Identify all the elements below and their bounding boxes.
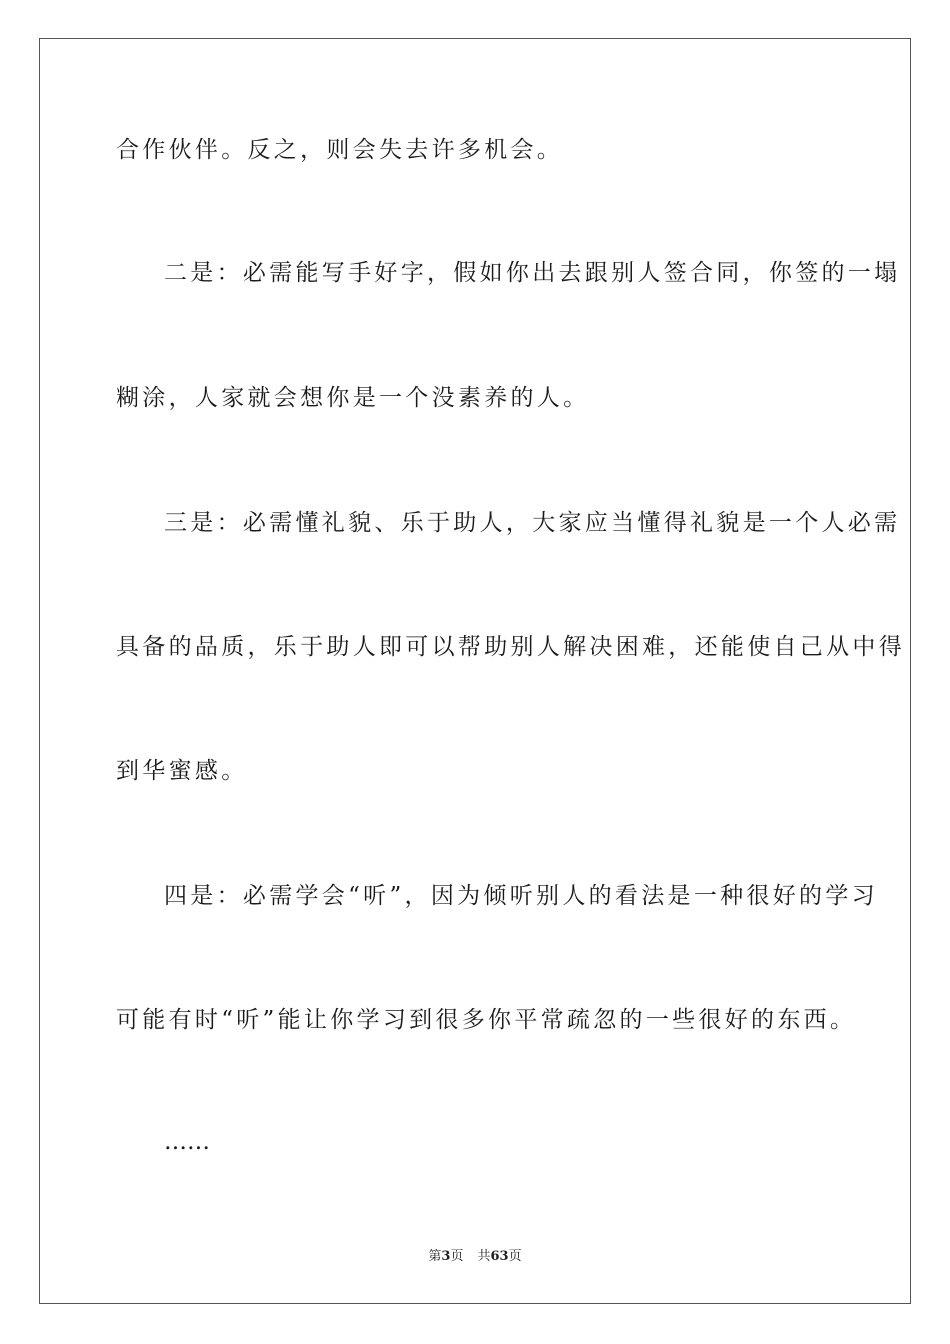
total-pages: 63 xyxy=(490,1249,509,1264)
paragraph-line: 具备的品质，乐于助人即可以帮助别人解决困难，还能使自己从中得 xyxy=(116,634,905,660)
page-number: 3 xyxy=(441,1249,451,1264)
paragraph-line: 四是：必需学会“听”，因为倾听别人的看法是一种很好的学习 xyxy=(164,883,878,909)
total-suffix: 页 xyxy=(508,1249,522,1264)
paragraph-line: 二是：必需能写手好字，假如你出去跟别人签合同，你签的一塌 xyxy=(164,260,901,286)
paragraph-line: 可能有时“听”能让你学习到很多你平常疏忽的一些很好的东西。 xyxy=(116,1007,857,1033)
paragraph-line: 合作伙伴。反之，则会失去许多机会。 xyxy=(116,137,564,163)
paragraph-line: 到华蜜感。 xyxy=(116,758,248,784)
ellipsis-line: …… xyxy=(164,1129,210,1155)
total-prefix: 共 xyxy=(477,1249,491,1264)
page-footer xyxy=(0,1248,950,1266)
page-border xyxy=(39,38,911,1304)
paragraph-line: 三是：必需懂礼貌、乐于助人，大家应当懂得礼貌是一个人必需 xyxy=(164,510,901,536)
page-prefix: 第 xyxy=(428,1249,442,1264)
page-suffix: 页 xyxy=(450,1249,464,1264)
paragraph-line: 糊涂，人家就会想你是一个没素养的人。 xyxy=(116,385,590,411)
